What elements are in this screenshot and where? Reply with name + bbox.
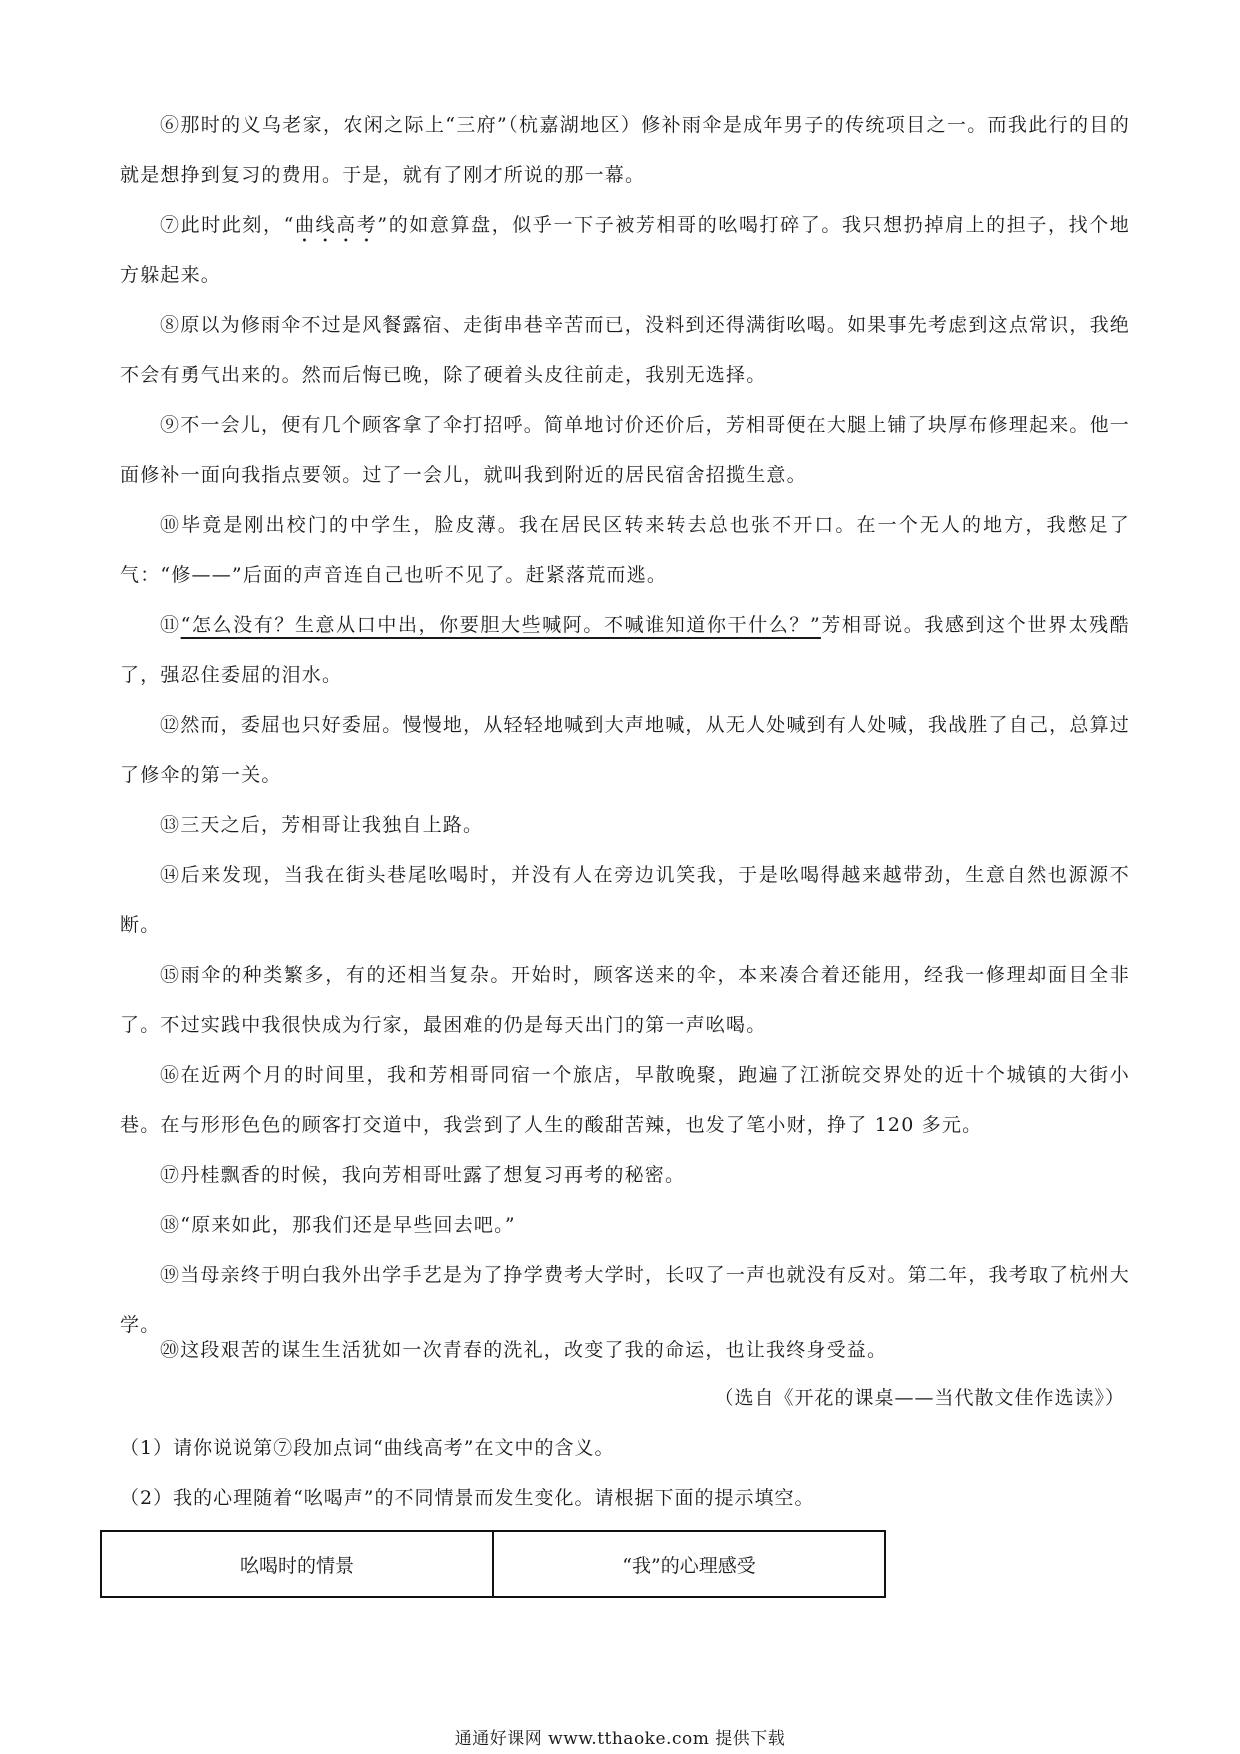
paragraph-number: ⑥ <box>160 114 181 136</box>
question-1: （1）请你说说第⑦段加点词“曲线高考”在文中的含义。 <box>120 1437 615 1459</box>
paragraph-number: ⑧ <box>160 314 181 336</box>
paragraph-12 <box>120 700 1130 800</box>
paragraph-number: ⑬ <box>160 814 181 836</box>
paragraph-number: ⑯ <box>160 1064 181 1086</box>
paragraph-text: 在近两个月的时间里，我和芳相哥同宿一个旅店，早散晚聚，跑遍了江浙皖交界处的近十个城镇的大街小巷。在与形形色色的顾客打交道中，我尝到了人生的酸甜苦辣，也发了笔小财，挣了 120 多元。 <box>120 1064 1131 1136</box>
paragraph-text: 丹桂飘香的时候，我向芳相哥吐露了想复习再考的秘密。 <box>180 1164 686 1186</box>
footer-watermark: 通通好课网 www.tthaoke.com 提供下载 <box>454 1729 786 1749</box>
paragraph-text: 当母亲终于明白我外出学手艺是为了挣学费考大学时，长叹了一声也就没有反对。第二年，我考取了杭州大学。 <box>120 1264 1131 1336</box>
source-citation: （选自《开花的课桌——当代散文佳作选读》） <box>714 1387 1125 1409</box>
paragraph-number: ⑦ <box>160 214 181 236</box>
paragraph-number: ⑩ <box>160 514 182 536</box>
paragraph-text: “原来如此，那我们还是早些回去吧。” <box>180 1214 516 1236</box>
question-2: （2）我的心理随着“吆喝声”的不同情景而发生变化。请根据下面的提示填空。 <box>120 1487 815 1509</box>
table-header-feeling: “我”的心理感受 <box>493 1531 885 1597</box>
table-header-row <box>101 1531 885 1597</box>
paragraph-20 <box>120 1325 1130 1375</box>
paragraph-text: 后来发现，当我在街头巷尾吆喝时，并没有人在旁边讥笑我，于是吆喝得越来越带劲，生意自然也源源不断。 <box>120 864 1131 936</box>
paragraph-10 <box>120 500 1130 600</box>
paragraph-number: ⑰ <box>160 1164 181 1186</box>
paragraph-text: ”的如意算盘，似乎一下子被芳相哥的吆喝打碎了。我只想扔掉肩上的担子，找个地方躲起来。 <box>120 214 1130 286</box>
paragraph-17 <box>120 1150 1130 1200</box>
paragraph-6 <box>120 100 1130 200</box>
paragraph-text: 芳相哥说。我感到这个世界太残酷了，强忍住委屈的泪水。 <box>120 614 1130 686</box>
paragraph-13 <box>120 800 1130 850</box>
paragraph-18 <box>120 1200 1130 1250</box>
paragraph-text: 此时此刻，“ <box>180 214 295 236</box>
paragraph-number: ⑫ <box>160 714 181 736</box>
paragraph-text: 这段艰苦的谋生生活犹如一次青春的洗礼，改变了我的命运，也让我终身受益。 <box>180 1339 888 1361</box>
paragraph-number: ⑲ <box>160 1264 181 1286</box>
paragraph-16 <box>120 1050 1130 1150</box>
table-header-scene: 吆喝时的情景 <box>101 1531 493 1597</box>
paragraph-number: ⑪ <box>160 614 181 636</box>
paragraph-11 <box>120 600 1130 700</box>
paragraph-14 <box>120 850 1130 950</box>
answer-table <box>100 1530 886 1598</box>
paragraph-number: ⑭ <box>160 864 181 886</box>
paragraph-number: ⑨ <box>160 414 181 436</box>
paragraph-number: ⑳ <box>160 1339 181 1361</box>
paragraph-text: 然而，委屈也只好委屈。慢慢地，从轻轻地喊到大声地喊，从无人处喊到有人处喊，我战胜了自己，总算过了修伞的第一关。 <box>120 714 1131 786</box>
paragraph-text: 毕竟是刚出校门的中学生，脸皮薄。我在居民区转来转去总也张不开口。在一个无人的地方，我憋足了气：“修——”后面的声音连自己也听不见了。赶紧落荒而逃。 <box>120 514 1130 586</box>
emphasized-term: 曲线高考 <box>294 214 378 236</box>
paragraph-text: 原以为修雨伞不过是风餐露宿、走街串巷辛苦而已，没料到还得满街吆喝。如果事先考虑到这点常识，我绝不会有勇气出来的。然而后悔已晚，除了硬着头皮往前走，我别无选择。 <box>120 314 1131 386</box>
paragraph-text: 三天之后，芳相哥让我独自上路。 <box>180 814 484 836</box>
paragraph-8 <box>120 300 1130 400</box>
paragraph-text: 雨伞的种类繁多，有的还相当复杂。开始时，顾客送来的伞，本来凑合着还能用，经我一修理却面目全非了。不过实践中我很快成为行家，最困难的仍是每天出门的第一声吆喝。 <box>120 964 1131 1036</box>
paragraph-7 <box>120 200 1130 300</box>
paragraph-number: ⑱ <box>160 1214 181 1236</box>
paragraph-15 <box>120 950 1130 1050</box>
paragraph-9 <box>120 400 1130 500</box>
paragraph-text: 那时的义乌老家，农闲之际上“三府”（杭嘉湖地区）修补雨伞是成年男子的传统项目之一。而我此行的目的就是想挣到复习的费用。于是，就有了刚才所说的那一幕。 <box>120 114 1130 186</box>
paragraph-text: 不一会儿，便有几个顾客拿了伞打招呼。简单地讨价还价后，芳相哥便在大腿上铺了块厚布修理起来。他一面修补一面向我指点要领。过了一会儿，就叫我到附近的居民宿舍招揽生意。 <box>120 414 1131 486</box>
paragraph-number: ⑮ <box>160 964 181 986</box>
underlined-sentence: “怎么没有？生意从口中出，你要胆大些喊阿。不喊谁知道你干什么？” <box>180 614 821 636</box>
